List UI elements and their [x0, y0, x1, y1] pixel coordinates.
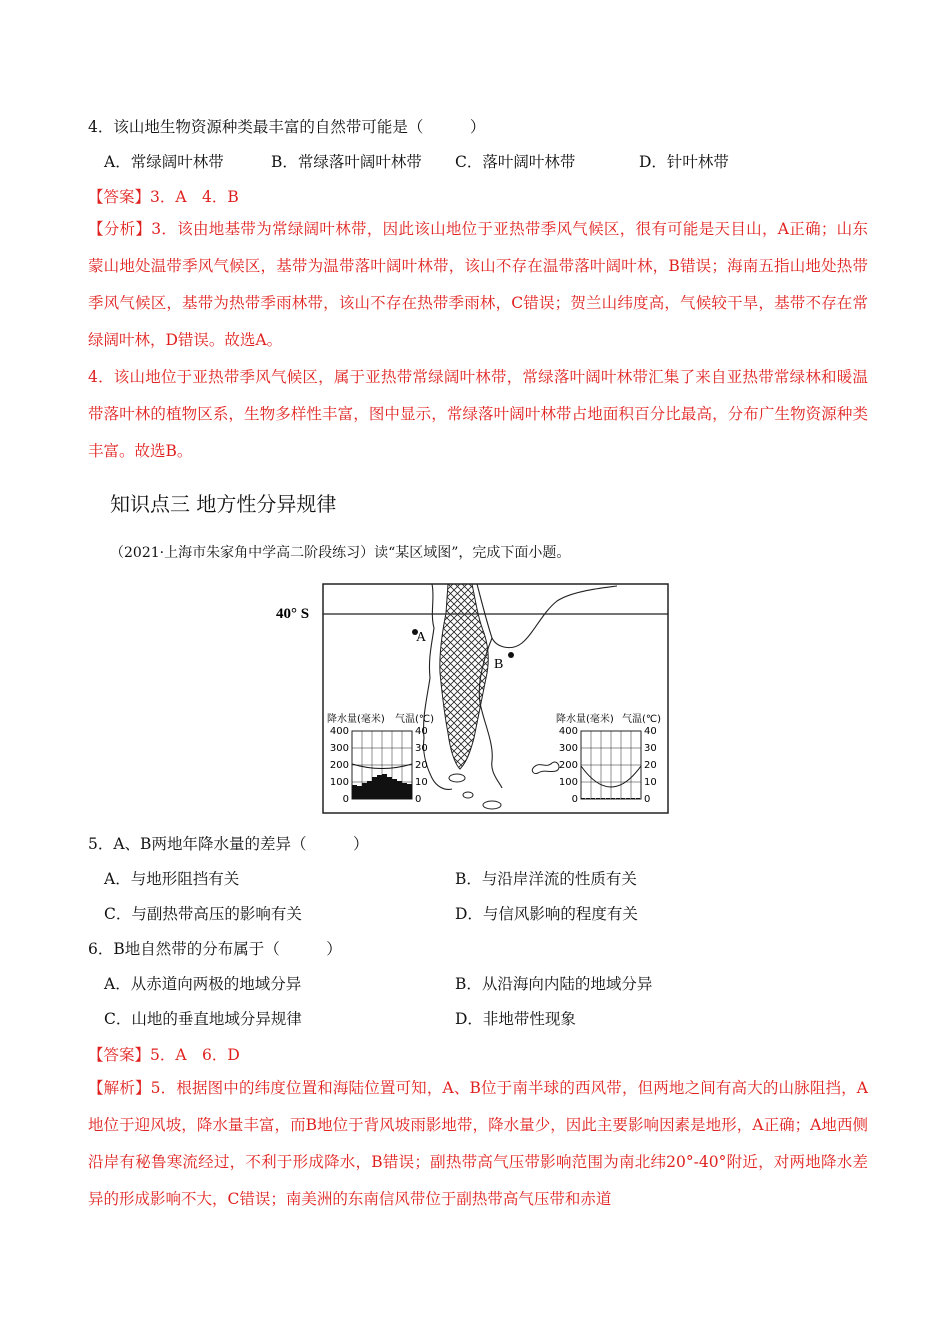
- chart-a-precip-tick: 200: [329, 760, 349, 771]
- chart-b-precip-tick: 200: [558, 760, 578, 771]
- chart-a-temp-label: 气温(℃): [395, 714, 435, 725]
- q5-option-b: B．与沿岸洋流的性质有关: [455, 870, 637, 888]
- chart-b-bar: [591, 798, 595, 799]
- chart-a-bar: [387, 777, 392, 799]
- chart-a-precip-tick: 400: [329, 726, 349, 737]
- analysis-3-text: 3．该由地基带为常绿阔叶林带，因此该山地位于亚热带季风气候区，很有可能是天目山，A正确；山东蒙山地处温带季风气候区，基带为温带落叶阔叶林带，该山不存在温带落叶阔叶林，B错误；海南五指山地处热带季风气候区，基带为热带季雨林带，该山不存在热带季雨林，C错误；贺兰山纬度高，气候较干旱，基带不存在常绿阔叶林，D错误。故选A。: [88, 220, 868, 349]
- chart-b-bar: [596, 798, 600, 799]
- question-source: （2021·上海市朱家角中学高二阶段练习）读“某区域图”，完成下面小题。: [110, 545, 571, 561]
- chart-a-bar: [382, 774, 387, 799]
- chart-a-precip-tick: 100: [329, 777, 349, 788]
- chart-a-precip-label: 降水量(毫米): [327, 714, 385, 725]
- analysis-5: [88, 1070, 868, 1218]
- chart-b-bar: [611, 798, 615, 799]
- q5-option-a: A．与地形阻挡有关: [104, 870, 240, 888]
- chart-a-precip-tick: 0: [342, 794, 349, 805]
- latitude-label: 40° S: [276, 606, 310, 622]
- analysis-3: [88, 211, 868, 359]
- point-b-marker: [508, 652, 514, 658]
- q6-option-c: C．山地的垂直地域分异规律: [104, 1010, 302, 1028]
- section-title: 知识点三 地方性分异规律: [110, 492, 337, 516]
- chart-b-bar: [636, 798, 640, 799]
- chart-a-temp-tick: 0: [415, 794, 422, 805]
- chart-b-bar: [586, 798, 590, 799]
- analysis2-tag: 【解析】: [88, 1079, 151, 1097]
- q5-stem: 5．A、B两地年降水量的差异（ ）: [88, 835, 369, 853]
- answer-3-4: 【答案】3．A 4．B: [88, 188, 239, 206]
- chart-b-temp-tick: 40: [644, 726, 657, 737]
- analysis-5-text: 5．根据图中的纬度位置和海陆位置可知，A、B位于南半球的西风带，但两地之间有高大的山脉阻挡，A地位于迎风坡，降水量丰富，而B地位于背风坡雨影地带，降水量少，因此主要影响因素是地形，A正确；A地西侧沿岸有秘鲁寒流经过，不利于形成降水，B错误；副热带高气压带影响范围为南北纬20°-40°附近，对两地降水差异的形成影响不大，C错误；南美洲的东南信风带位于副热带高气压带和赤道: [88, 1079, 868, 1208]
- chart-b-bar: [616, 798, 620, 799]
- answer-5-6: 【答案】5．A 6．D: [88, 1046, 240, 1064]
- chart-a-bar: [362, 783, 367, 799]
- chart-b-bar: [621, 798, 625, 799]
- chart-a-bar: [352, 785, 357, 799]
- chart-b-bar: [631, 798, 635, 799]
- chart-a-temp-tick: 30: [415, 743, 428, 754]
- chart-b-temp-tick: 0: [644, 794, 651, 805]
- chart-b-bar: [581, 798, 585, 799]
- chart-a-temp-tick: 20: [415, 760, 428, 771]
- chart-b-precip-tick: 300: [558, 743, 578, 754]
- region-map: [272, 583, 670, 815]
- chart-b-precip-tick: 400: [558, 726, 578, 737]
- q4-option-d: D．针叶林带: [639, 153, 729, 171]
- chart-a-bar: [377, 775, 382, 799]
- chart-a-bar: [357, 786, 362, 799]
- analysis-4: 4．该山地位于亚热带季风气候区，属于亚热带常绿阔叶林带，常绿落叶阔叶林带汇集了来自亚热带常绿林和暖温带落叶林的植物区系，生物多样性丰富，图中显示，常绿落叶阔叶林带占地面积百分比最高，分布广生物资源种类丰富。故选B。: [88, 368, 868, 460]
- chart-a-bar: [367, 781, 372, 799]
- q6-option-d: D．非地带性现象: [455, 1010, 576, 1028]
- q6-stem: 6．B地自然带的分布属于（ ）: [88, 940, 342, 958]
- chart-b-temp-label: 气温(℃): [622, 714, 662, 725]
- q5-option-d: D．与信风影响的程度有关: [455, 905, 638, 923]
- q6-option-a: A．从赤道向两极的地域分异: [104, 975, 302, 993]
- chart-b-temp-tick: 20: [644, 760, 657, 771]
- chart-b-bar: [601, 798, 605, 799]
- chart-b-temp-tick: 30: [644, 743, 657, 754]
- q6-option-b: B．从沿海向内陆的地域分异: [455, 975, 653, 993]
- chart-a-precip-tick: 300: [329, 743, 349, 754]
- chart-b-precip-tick: 100: [558, 777, 578, 788]
- chart-b-bar: [626, 798, 630, 799]
- point-a-label: A: [416, 630, 427, 645]
- q4-stem: 4．该山地生物资源种类最丰富的自然带可能是（ ）: [88, 118, 486, 136]
- q4-option-c: C．落叶阔叶林带: [455, 153, 576, 171]
- q5-option-c: C．与副热带高压的影响有关: [104, 905, 302, 923]
- chart-a-bar: [397, 781, 402, 799]
- chart-a-bar: [372, 777, 377, 799]
- chart-b-precip-label: 降水量(毫米): [556, 714, 614, 725]
- chart-a-bar: [402, 783, 407, 799]
- chart-a-temp-tick: 10: [415, 777, 428, 788]
- chart-a-bar: [392, 779, 397, 799]
- chart-a-bar: [407, 784, 412, 799]
- analysis-tag: 【分析】: [88, 220, 152, 238]
- point-b-label: B: [494, 657, 504, 672]
- chart-b-temp-tick: 10: [644, 777, 657, 788]
- q4-option-b: B．常绿落叶阔叶林带: [271, 153, 422, 171]
- chart-a-temp-tick: 40: [415, 726, 428, 737]
- q4-option-a: A．常绿阔叶林带: [104, 153, 224, 171]
- chart-b-precip-tick: 0: [571, 794, 578, 805]
- chart-b-bar: [606, 798, 610, 799]
